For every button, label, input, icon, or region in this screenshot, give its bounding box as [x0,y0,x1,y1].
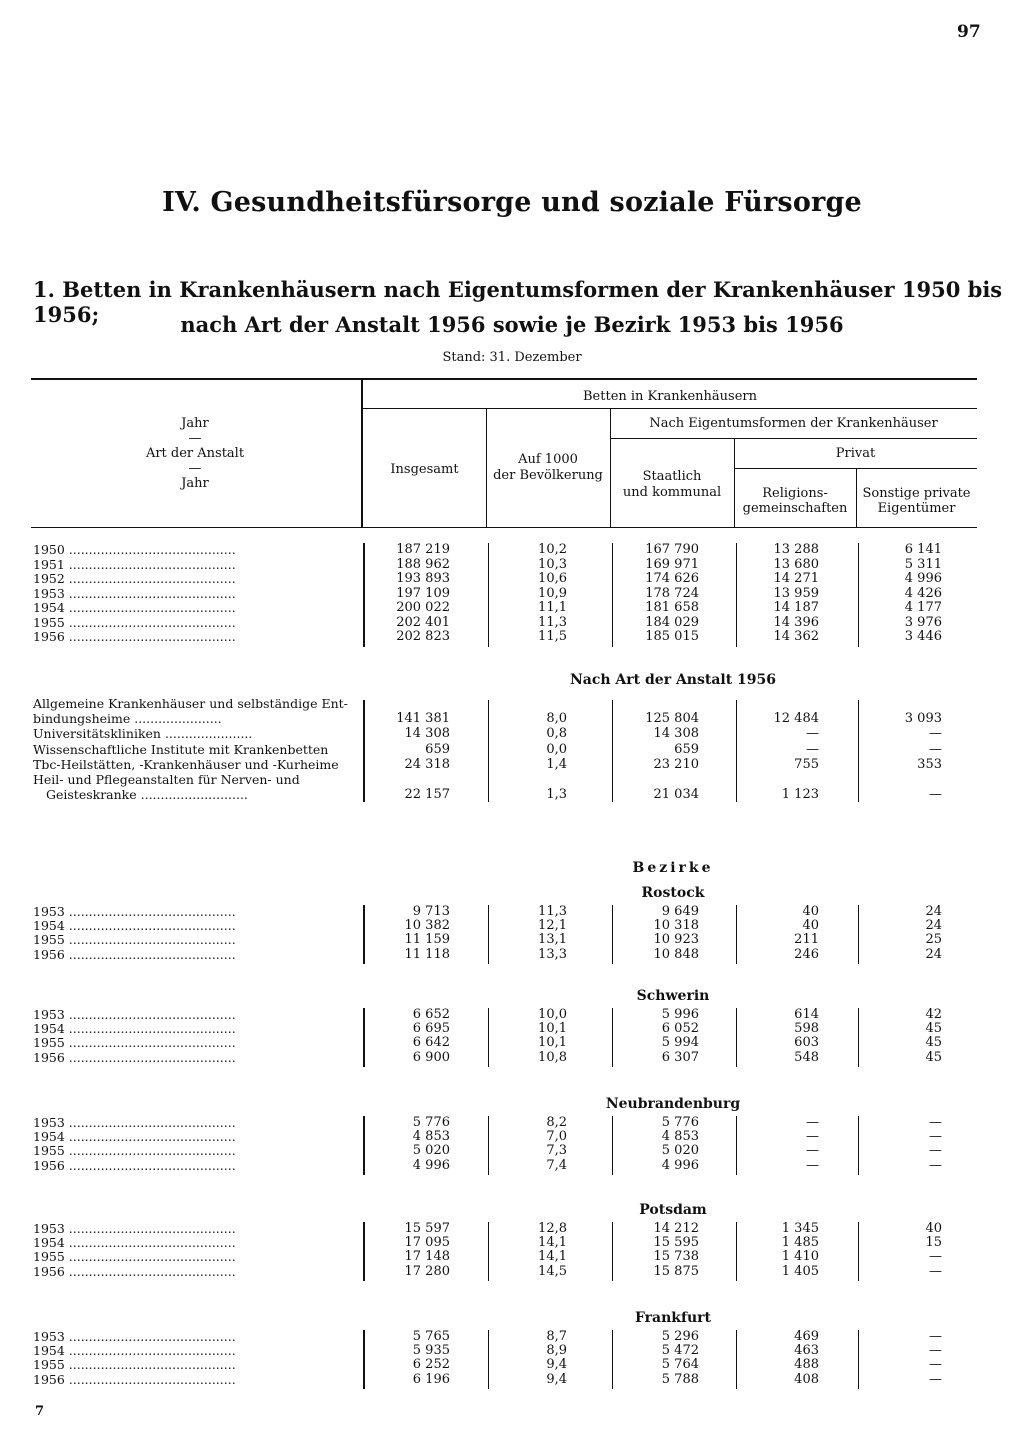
bezirk-2-cell-insgesamt: 4 853 [412,1129,450,1145]
bezirk-4-rule-0 [363,1330,365,1389]
bezirk-4-cell-sonstige: — [929,1371,942,1387]
years-cell-sonstige: 6 141 [904,542,942,557]
bezirk-4-cell-insgesamt: 6 196 [412,1371,450,1387]
bezirk-2-cell-staatlich: 5 020 [661,1143,699,1159]
bezirk-4-cell-sonstige: — [929,1343,942,1359]
bezirk-4-cell-auf1000: 8,7 [546,1329,567,1344]
bezirk-1-cell-religion: 614 [794,1007,819,1022]
anstalt-cell-auf1000: 8,0 [546,711,567,727]
header-sonstige-line1: Sonstige private [862,486,971,501]
anstalt-cell-staatlich: 14 308 [653,726,699,742]
anstalt-row-label: Heil- und Pflegeanstalten für Nerven- und [33,773,300,787]
table-title-line1: 1. Betten in Krankenhäusern nach Eigentumsformen der Krankenhäuser 1950 bis 1956; [33,277,1003,327]
bezirk-2-cell-religion: — [806,1115,819,1130]
bezirk-0-cell-auf1000: 12,1 [538,918,567,934]
bezirk-4-cell-staatlich: 5 472 [661,1343,699,1359]
bezirk-4-cell-religion: 463 [794,1343,819,1359]
header-auf1000-line1: Auf 1000 [518,452,578,467]
bezirk-0-row-label: 1953 .......................................... [33,905,236,919]
header-staatlich-line1: Staatlich [642,469,702,484]
bezirk-3-row-label: 1954 .......................................... [33,1236,236,1251]
years-cell-auf1000: 11,1 [538,600,567,615]
bezirk-1-cell-religion: 603 [794,1035,819,1051]
page-number: 97 [957,22,981,42]
bezirk-0-rule-3 [736,905,737,964]
anstalt-cell-sonstige: — [929,741,942,757]
anstalt-cell-auf1000: 1,3 [546,787,567,803]
bezirk-3-cell-religion: 1 345 [781,1221,819,1236]
anstalt-cell-insgesamt: 22 157 [404,787,450,803]
anstalt-rule-0 [363,700,365,802]
years-cell-insgesamt: 200 022 [396,600,450,615]
years-cell-staatlich: 181 658 [645,600,699,615]
bezirk-0-cell-auf1000: 13,3 [538,946,567,962]
bezirk-4-rule-1 [488,1330,489,1389]
header-religion-line2: gemeinschaften [742,501,848,516]
bezirk-1-cell-insgesamt: 6 652 [412,1007,450,1022]
bezirk-2-row-label: 1953 .......................................... [33,1116,236,1130]
header-rule-betten [363,408,977,409]
anstalt-cell-staatlich: 23 210 [653,756,699,772]
years-cell-religion: 14 271 [773,571,819,586]
header-auf1000-line2: der Bevölkerung [493,468,603,483]
stub-header-art: Art der Anstalt [145,446,245,461]
bezirk-0-cell-religion: 40 [802,918,819,934]
anstalt-rule-2 [612,700,613,802]
anstalt-rule-3 [736,700,737,802]
years-row-label: 1951 .......................................... [33,557,236,572]
bezirk-1-cell-auf1000: 10,1 [538,1035,567,1051]
bezirk-0-rule-0 [363,905,365,964]
bezirk-4-rule-2 [612,1330,613,1389]
bezirk-2-rule-4 [858,1116,859,1175]
bezirk-2-cell-religion: — [806,1129,819,1145]
bezirk-2-rule-2 [612,1116,613,1175]
bezirk-0-rule-1 [488,905,489,964]
bezirk-0-cell-sonstige: 24 [925,946,942,962]
years-cell-auf1000: 10,6 [538,571,567,586]
bezirk-4-cell-staatlich: 5 764 [661,1357,699,1373]
bezirk-0-cell-staatlich: 9 649 [661,904,699,919]
header-betten: Betten in Krankenhäusern [583,389,757,404]
bezirk-2-row-label: 1955 .......................................... [33,1144,236,1159]
anstalt-cell-sonstige: — [929,787,942,803]
bezirk-3-cell-sonstige: 40 [925,1221,942,1236]
years-cell-religion: 13 680 [773,556,819,572]
bezirk-0-cell-insgesamt: 9 713 [412,904,450,919]
bezirk-3-cell-staatlich: 15 738 [653,1249,699,1265]
bezirk-3-cell-sonstige: — [929,1249,942,1265]
years-cell-sonstige: 3 446 [904,629,942,644]
stub-header-dash1: — [188,431,202,446]
anstalt-row-label: Allgemeine Krankenhäuser und selbständige Ent- [33,697,348,711]
bezirk-name-3: Potsdam [639,1202,707,1218]
years-cell-staatlich: 167 790 [645,542,699,557]
bezirk-3-cell-religion: 1 405 [781,1263,819,1279]
bezirk-3-cell-insgesamt: 17 095 [404,1235,450,1251]
bezirk-2-cell-auf1000: 7,4 [546,1157,567,1173]
bezirk-0-cell-auf1000: 11,3 [538,904,567,919]
anstalt-cell-sonstige: — [929,726,942,742]
bezirk-4-cell-sonstige: — [929,1329,942,1344]
bezirk-3-cell-auf1000: 14,1 [538,1249,567,1265]
bezirk-0-cell-staatlich: 10 923 [653,932,699,948]
header-religion-line1: Religions- [762,486,828,501]
bezirk-4-cell-staatlich: 5 788 [661,1371,699,1387]
anstalt-cell-religion: — [806,726,819,742]
bezirk-name-1: Schwerin [636,988,710,1004]
years-row-label: 1953 .......................................... [33,586,236,601]
bezirk-3-cell-staatlich: 15 875 [653,1263,699,1279]
anstalt-cell-religion: — [806,741,819,757]
bezirk-4-cell-auf1000: 8,9 [546,1343,567,1359]
table-title-line2: nach Art der Anstalt 1956 sowie je Bezirk 1953 bis 1956 [180,312,844,337]
bezirk-2-cell-religion: — [806,1143,819,1159]
years-cell-religion: 14 362 [773,629,819,644]
bezirk-0-row-label: 1954 .......................................... [33,919,236,934]
bezirk-0-cell-insgesamt: 11 118 [404,946,450,962]
years-cell-religion: 13 959 [773,585,819,601]
header-nach-eigentum: Nach Eigentumsformen der Krankenhäuser [649,416,938,431]
header-rule-eigentum [610,438,977,439]
bezirk-1-cell-insgesamt: 6 642 [412,1035,450,1051]
bezirk-0-cell-sonstige: 24 [925,904,942,919]
anstalt-row-label: bindungsheime ...................... [33,712,222,727]
bezirk-3-rule-0 [363,1222,365,1281]
years-cell-auf1000: 11,3 [538,614,567,630]
years-cell-sonstige: 4 996 [904,571,942,586]
years-cell-sonstige: 4 426 [904,585,942,601]
bezirk-1-cell-religion: 548 [794,1049,819,1065]
anstalt-rule-1 [488,700,489,802]
anstalt-row-label: Wissenschaftliche Institute mit Krankenbetten [33,742,329,757]
bezirk-4-cell-sonstige: — [929,1357,942,1373]
anstalt-cell-auf1000: 0,0 [546,741,567,757]
years-cell-insgesamt: 193 893 [396,571,450,586]
bezirk-4-row-label: 1955 .......................................... [33,1358,236,1373]
anstalt-cell-insgesamt: 14 308 [404,726,450,742]
stand-note: Stand: 31. Dezember [442,350,582,365]
bezirk-3-cell-insgesamt: 17 280 [404,1263,450,1279]
bezirk-1-row-label: 1954 .......................................... [33,1022,236,1037]
anstalt-cell-insgesamt: 24 318 [404,756,450,772]
anstalt-row-label: Geisteskranke ........................... [46,788,248,803]
bezirk-4-row-label: 1956 .......................................... [33,1372,236,1387]
years-cell-staatlich: 185 015 [645,629,699,644]
bezirk-3-rule-1 [488,1222,489,1281]
bezirk-3-cell-auf1000: 14,5 [538,1263,567,1279]
bezirk-1-rule-3 [736,1008,737,1067]
bezirk-2-rule-3 [736,1116,737,1175]
header-privat: Privat [835,446,876,461]
anstalt-row-label: Universitätskliniken ...................... [33,727,253,742]
years-cell-religion: 14 396 [773,614,819,630]
anstalt-cell-religion: 755 [794,756,819,772]
bezirk-1-row-label: 1953 .......................................... [33,1008,236,1022]
bezirk-2-cell-staatlich: 4 853 [661,1129,699,1145]
anstalt-cell-sonstige: 353 [917,756,942,772]
bezirk-4-cell-auf1000: 9,4 [546,1371,567,1387]
header-staatlich-line2: und kommunal [622,485,722,500]
years-cell-sonstige: 4 177 [904,600,942,615]
bezirk-0-cell-sonstige: 24 [925,918,942,934]
years-cell-staatlich: 178 724 [645,585,699,601]
bezirk-1-rule-2 [612,1008,613,1067]
bezirk-2-row-label: 1954 .......................................... [33,1130,236,1145]
years-cell-religion: 13 288 [773,542,819,557]
bezirk-2-cell-sonstige: — [929,1143,942,1159]
bezirk-4-rule-4 [858,1330,859,1389]
bezirk-0-cell-auf1000: 13,1 [538,932,567,948]
bezirk-1-cell-staatlich: 6 052 [661,1021,699,1037]
bezirk-1-cell-auf1000: 10,0 [538,1007,567,1022]
anstalt-cell-insgesamt: 141 381 [396,711,450,727]
anstalt-cell-sonstige: 3 093 [904,711,942,727]
years-cell-auf1000: 10,2 [538,542,567,557]
bezirk-0-cell-staatlich: 10 848 [653,946,699,962]
years-cell-auf1000: 10,9 [538,585,567,601]
bezirk-1-cell-sonstige: 45 [925,1049,942,1065]
bezirk-2-cell-sonstige: — [929,1129,942,1145]
bezirk-name-0: Rostock [641,885,705,901]
bezirk-2-cell-insgesamt: 4 996 [412,1157,450,1173]
bezirk-name-2: Neubrandenburg [605,1096,741,1112]
bezirk-4-cell-insgesamt: 5 765 [412,1329,450,1344]
bezirk-3-cell-insgesamt: 17 148 [404,1249,450,1265]
bezirk-2-row-label: 1956 .......................................... [33,1158,236,1173]
bezirk-2-rule-1 [488,1116,489,1175]
years-cell-sonstige: 5 311 [904,556,942,572]
bezirk-0-cell-insgesamt: 10 382 [404,918,450,934]
bezirk-3-cell-auf1000: 12,8 [538,1221,567,1236]
bezirk-1-cell-religion: 598 [794,1021,819,1037]
bezirk-0-cell-religion: 211 [794,932,819,948]
bezirk-4-cell-religion: 469 [794,1329,819,1344]
bezirk-3-cell-insgesamt: 15 597 [404,1221,450,1236]
section-title: IV. Gesundheitsfürsorge und soziale Fürsorge [162,187,862,218]
bezirk-1-cell-auf1000: 10,8 [538,1049,567,1065]
bezirk-3-cell-religion: 1 410 [781,1249,819,1265]
anstalt-cell-religion: 1 123 [781,787,819,803]
table-top-rule [31,378,977,380]
stub-header-dash2: — [188,461,202,476]
years-row-label: 1955 .......................................... [33,615,236,630]
header-insgesamt: Insgesamt [390,462,459,477]
years-rule-1 [488,543,489,647]
years-cell-staatlich: 184 029 [645,614,699,630]
header-bottom-rule [31,527,977,528]
bezirk-3-rule-4 [858,1222,859,1281]
bezirk-2-cell-staatlich: 4 996 [661,1157,699,1173]
bezirk-2-cell-sonstige: — [929,1115,942,1130]
bezirk-4-cell-insgesamt: 6 252 [412,1357,450,1373]
bezirk-1-cell-staatlich: 5 994 [661,1035,699,1051]
anstalt-cell-auf1000: 0,8 [546,726,567,742]
years-cell-insgesamt: 187 219 [396,542,450,557]
years-cell-insgesamt: 197 109 [396,585,450,601]
bezirk-1-cell-insgesamt: 6 695 [412,1021,450,1037]
bezirk-3-cell-sonstige: 15 [925,1235,942,1251]
bezirk-4-cell-religion: 488 [794,1357,819,1373]
bezirk-2-cell-auf1000: 7,0 [546,1129,567,1145]
bezirk-2-cell-insgesamt: 5 776 [412,1115,450,1130]
years-row-label: 1952 .......................................... [33,572,236,586]
bezirk-1-cell-sonstige: 45 [925,1035,942,1051]
years-rule-2 [612,543,613,647]
bezirk-3-cell-sonstige: — [929,1263,942,1279]
bezirk-4-cell-insgesamt: 5 935 [412,1343,450,1359]
bezirk-0-cell-sonstige: 25 [925,932,942,948]
anstalt-cell-staatlich: 659 [674,741,699,757]
bezirke-title: Bezirke [632,860,714,876]
bezirk-4-row-label: 1954 .......................................... [33,1344,236,1359]
bezirk-0-rule-4 [858,905,859,964]
anstalt-cell-insgesamt: 659 [425,741,450,757]
anstalt-cell-staatlich: 21 034 [653,787,699,803]
bezirk-1-cell-insgesamt: 6 900 [412,1049,450,1065]
bezirk-0-row-label: 1956 .......................................... [33,947,236,962]
bezirk-3-row-label: 1955 .......................................... [33,1250,236,1265]
bezirk-2-cell-sonstige: — [929,1157,942,1173]
bezirk-0-rule-2 [612,905,613,964]
bezirk-1-rule-4 [858,1008,859,1067]
bezirk-0-row-label: 1955 .......................................... [33,933,236,948]
anstalt-cell-staatlich: 125 804 [645,711,699,727]
years-row-label: 1956 .......................................... [33,630,236,644]
years-cell-religion: 14 187 [773,600,819,615]
years-rule-4 [858,543,859,647]
bezirk-0-cell-insgesamt: 11 159 [404,932,450,948]
years-cell-staatlich: 169 971 [645,556,699,572]
bezirk-1-row-label: 1955 .......................................... [33,1036,236,1051]
anstalt-rule-4 [858,700,859,802]
years-cell-sonstige: 3 976 [904,614,942,630]
years-rule-3 [736,543,737,647]
footer-mark: 7 [35,1404,45,1419]
header-sonstige-line2: Eigentümer [877,501,956,516]
bezirk-name-4: Frankfurt [634,1310,712,1326]
bezirk-4-cell-auf1000: 9,4 [546,1357,567,1373]
years-cell-insgesamt: 188 962 [396,556,450,572]
years-cell-insgesamt: 202 823 [396,629,450,644]
years-row-label: 1950 .......................................... [33,543,236,557]
anstalt-row-label: Tbc-Heilstätten, -Krankenhäuser und -Kurheime [33,757,339,772]
years-cell-staatlich: 174 626 [645,571,699,586]
anstalt-cell-auf1000: 1,4 [546,756,567,772]
bezirk-3-row-label: 1956 .......................................... [33,1264,236,1279]
bezirk-3-row-label: 1953 .......................................... [33,1222,236,1236]
stub-header-jahr2: Jahr [181,476,209,491]
years-cell-auf1000: 10,3 [538,556,567,572]
bezirk-2-rule-0 [363,1116,365,1175]
anstalt-cell-religion: 12 484 [773,711,819,727]
bezirk-3-rule-3 [736,1222,737,1281]
bezirk-1-cell-sonstige: 45 [925,1021,942,1037]
bezirk-3-rule-2 [612,1222,613,1281]
years-cell-auf1000: 11,5 [538,629,567,644]
stub-header-jahr: Jahr [181,416,209,431]
bezirk-3-cell-staatlich: 14 212 [653,1221,699,1236]
bezirk-4-cell-religion: 408 [794,1371,819,1387]
bezirk-2-cell-auf1000: 8,2 [546,1115,567,1130]
bezirk-2-cell-staatlich: 5 776 [661,1115,699,1130]
bezirk-4-rule-3 [736,1330,737,1389]
bezirk-1-row-label: 1956 .......................................... [33,1050,236,1065]
bezirk-2-cell-religion: — [806,1157,819,1173]
bezirk-0-cell-staatlich: 10 318 [653,918,699,934]
bezirk-3-cell-auf1000: 14,1 [538,1235,567,1251]
bezirk-1-cell-auf1000: 10,1 [538,1021,567,1037]
bezirk-2-cell-insgesamt: 5 020 [412,1143,450,1159]
bezirk-1-rule-0 [363,1008,365,1067]
years-rule-0 [363,543,365,647]
bezirk-3-cell-staatlich: 15 595 [653,1235,699,1251]
bezirk-0-cell-religion: 246 [794,946,819,962]
years-row-label: 1954 .......................................... [33,601,236,615]
bezirk-2-cell-auf1000: 7,3 [546,1143,567,1159]
bezirk-0-cell-religion: 40 [802,904,819,919]
bezirk-1-rule-1 [488,1008,489,1067]
bezirk-4-row-label: 1953 .......................................... [33,1330,236,1344]
bezirk-1-cell-staatlich: 5 996 [661,1007,699,1022]
bezirk-3-cell-religion: 1 485 [781,1235,819,1251]
years-cell-insgesamt: 202 401 [396,614,450,630]
anstalt-subtitle: Nach Art der Anstalt 1956 [569,672,777,688]
bezirk-1-cell-sonstige: 42 [925,1007,942,1022]
bezirk-1-cell-staatlich: 6 307 [661,1049,699,1065]
bezirk-4-cell-staatlich: 5 296 [661,1329,699,1344]
